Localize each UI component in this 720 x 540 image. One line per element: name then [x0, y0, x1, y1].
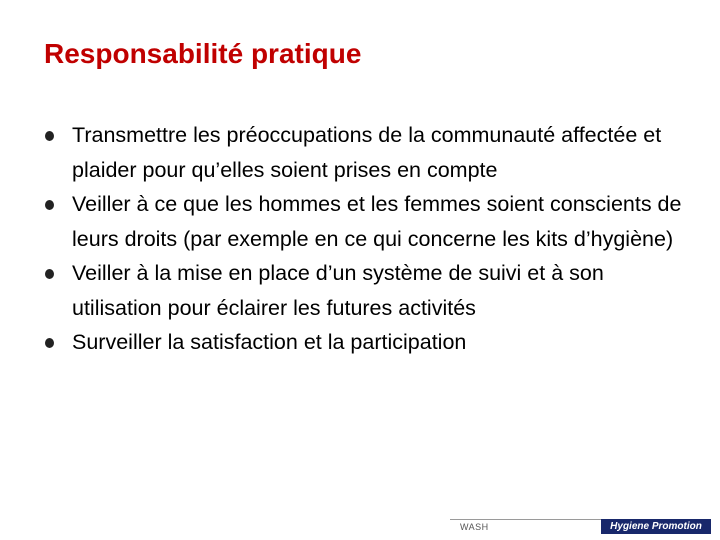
bullet-text: Transmettre les préoccupations de la communauté affectée et plaider pour qu’elles soient prises en compte: [72, 123, 662, 182]
bullet-item: [44, 118, 684, 187]
footer-hygiene-promotion-badge: Hygiene Promotion: [601, 519, 711, 534]
bullet-text: Veiller à la mise en place d’un système de suivi et à son utilisation pour éclairer les futures activités: [72, 261, 604, 320]
bullet-item: [44, 256, 684, 325]
bullet-dot-icon: [45, 131, 54, 141]
bullet-item: [44, 325, 684, 360]
bullet-dot-icon: [45, 200, 54, 210]
bullet-item: [44, 187, 684, 256]
footer: [450, 516, 720, 536]
bullet-dot-icon: [45, 338, 54, 348]
bullet-dot-icon: [45, 269, 54, 279]
bullet-text: Veiller à ce que les hommes et les femmes soient conscients de leurs droits (par exemple en ce qui concerne les kits d’hygiène): [72, 192, 682, 251]
bullet-list: [44, 118, 684, 360]
slide-title: Responsabilité pratique: [44, 38, 362, 69]
footer-wash-label: WASH: [460, 522, 489, 532]
bullet-text: Surveiller la satisfaction et la participation: [72, 330, 467, 354]
